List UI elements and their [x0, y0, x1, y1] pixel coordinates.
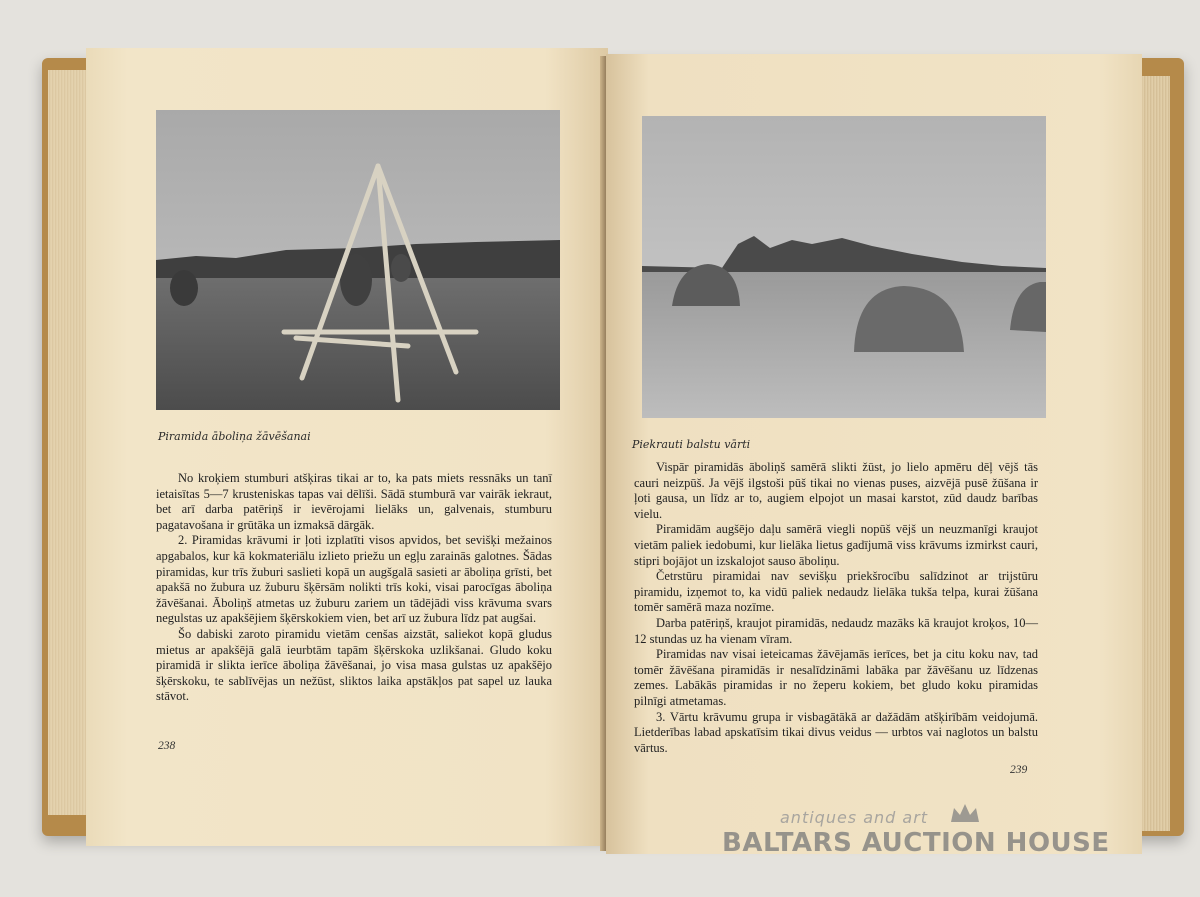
- right-paragraph-5: Piramidas nav visai ieteicamas žāvējamās ierīces, bet ja citu koku nav, tad tomēr žāvēšana piramidās ir nesalīdzināmi labāka par žāvēšanu uz līdzenas zemes. Labākās piramidas ir no žeperu kokiem, bet gludo koku piramidas pilnīgi atmetamas.: [634, 647, 1038, 708]
- right-paragraph-2: Piramidām augšējo daļu samērā viegli nopūš vējš un neuzmanīgi kraujot vietām paliek iedobumi, kur lielāka lietus gadījumā viss krāvums izmirkst cauri, stipri bojājot un izskalojot sauso āboliņu.: [634, 522, 1038, 568]
- right-photo-caption: Piekrauti balstu vārti: [632, 438, 751, 451]
- pyramid-photo: [156, 110, 560, 410]
- right-page-number: 239: [1010, 764, 1028, 776]
- left-page-edges: [48, 70, 86, 815]
- haystacks-photo-image: [642, 116, 1046, 418]
- left-page: [86, 48, 608, 846]
- left-page-number: 238: [158, 740, 176, 752]
- right-page-text: [634, 460, 1038, 756]
- right-paragraph-4: Darba patēriņš, kraujot piramidās, nedaudz mazāks kā kraujot kroķos, 10—12 stundas uz ha vienam vīram.: [634, 615, 1038, 646]
- haystacks-photo: [642, 116, 1046, 418]
- pyramid-photo-image: [156, 110, 560, 410]
- right-paragraph-1: Vispār piramidās āboliņš samērā slikti žūst, jo lielo apmēru dēļ vējš tās cauri neizpūš. Ja vējš ilgstoši pūš tikai no vienas puses, aizvējā pusē žūšana ir ļoti gausa, un līdz ar to, augiem elpojot un masai karstot, zūd daudz barības vielu.: [634, 460, 1038, 521]
- right-page: [606, 54, 1142, 854]
- watermark-tagline: antiques and art: [780, 808, 929, 827]
- right-page-edges: [1140, 76, 1170, 831]
- right-paragraph-3: Četrstūru piramidai nav sevišķu priekšrocību salīdzinot ar trijstūru piramidu, izņemot to, ka vidū paliek nedaudz lielāka tukša telpa, kurai žūšana tomēr samērā maza nozīme.: [634, 569, 1038, 615]
- right-paragraph-6: 3. Vārtu krāvumu grupa ir visbagātākā ar dažādām atšķirībām veidojumā. Lietderības labad apskatīsim tikai divus veidus — urbtos vai naglotos un balstu vārtus.: [634, 709, 1038, 755]
- left-page-text: [156, 471, 552, 705]
- auction-house-watermark: [722, 808, 1122, 868]
- left-paragraph-2: 2. Piramidas krāvumi ir ļoti izplatīti visos apvidos, bet sevišķi mežainos apgabalos, kur kā kokmateriālu izlieto priežu un egļu zarainās galotnes. Šādas piramidas, kur trīs žuburi saslieti kopā un augšgalā sasieti ar āboliņa grīsti, bet apakšā no žubura uz žuburu šķērsām nolikti trīs koki, visai parocīgas āboliņa žāvēšanai. Āboliņš atmetas uz žuburu zariem un tādējādi viss krāvuma svars negulstas uz apakšējiem šķērskokiem vien, bet arī uz žubura līdz pat augšai.: [156, 533, 552, 626]
- left-paragraph-1: No kroķiem stumburi atšķiras tikai ar to, ka pats miets ressnāks un tanī ietaisītas 5—7 krusteniskas tapas vai dēlīši. Sādā stumburā var vairāk iekraut, bet arī darba patēriņš ir ievērojami lielāks un, galvenais, stumburu pagatavošana ir grūtāka un izmaksā dārgāk.: [156, 471, 552, 532]
- watermark-name: BALTARS AUCTION HOUSE: [722, 828, 1110, 858]
- left-paragraph-3: Šo dabiski zaroto piramidu vietām cenšas aizstāt, saliekot kopā gludus mietus ar apakšējā galā ieurbtām tapām šķērskoka uzlikšanai. Gludo koku piramidā ir slikta ierīce āboliņa žāvēšanai, jo visa masa gulstas uz apakšējo šķērskoku, te sablīvējas un nežūst, sliktos laika apstākļos pat sapel uz lauka stāvot.: [156, 626, 552, 704]
- left-photo-caption: Piramida āboliņa žāvēšanai: [158, 430, 311, 443]
- crown-icon: [948, 800, 982, 830]
